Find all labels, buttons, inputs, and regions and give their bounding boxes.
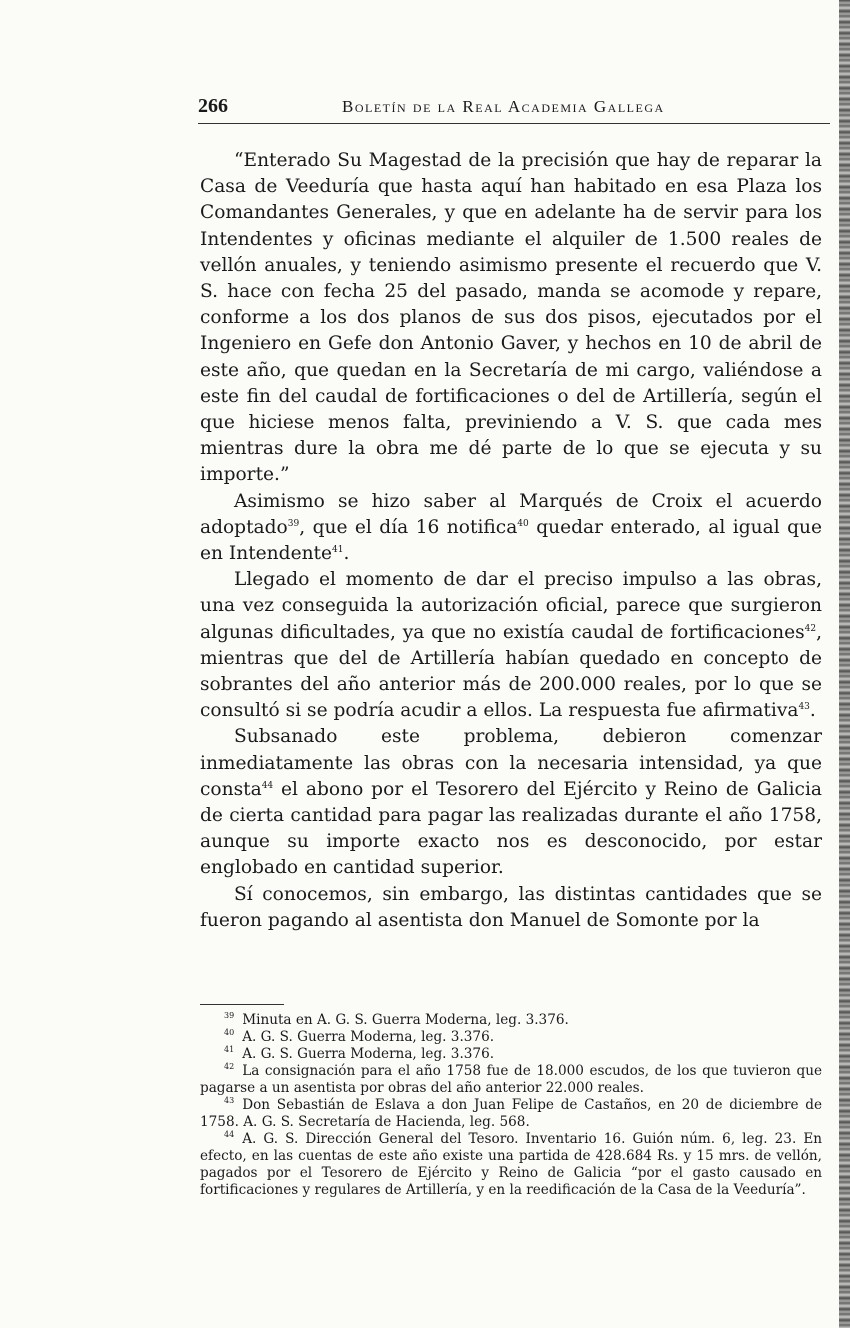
text-run: Subsanado este problema, debieron comenzar inmediatamente las obras con la necesaria intensidad, ya que consta <box>200 726 822 800</box>
footnote-number: 40 <box>224 1028 235 1038</box>
footnote-39 <box>200 1012 822 1029</box>
footnote-40 <box>200 1029 822 1046</box>
body-text <box>200 148 822 934</box>
footnote-text: A. G. S. Dirección General del Tesoro. Inventario 16. Guión núm. 6, leg. 23. En efecto, en las cuentas de este año existe una partida de 428.684 Rs. y 15 mrs. de vellón, pagados por el Tesorero de Ejército y Reino de Galicia “por el gasto causado en fortificaciones y regulares de Artillería, y en la reedificación de la Casa de la Veeduría”. <box>200 1131 822 1198</box>
paragraph-croix <box>200 489 822 568</box>
text-run: , que el día 16 notifica <box>299 516 518 538</box>
footnote-ref-43[interactable]: 43 <box>798 702 810 713</box>
footnote-text: A. G. S. Guerra Moderna, leg. 3.376. <box>242 1029 495 1045</box>
paragraph-quote: “Enterado Su Magestad de la precisión que hay de reparar la Casa de Veeduría que hasta aquí han habitado en esa Plaza los Comandantes Generales, y que en adelante ha de servir para los Intendentes y oficinas mediante el alquiler de 1.500 reales de vellón anuales, y teniendo asimismo presente el recuerdo que V. S. hace con fecha 25 del pasado, manda se acomode y repare, conforme a los dos planos de sus dos pisos, ejecutados por el Ingeniero en Gefe don Antonio Gaver, y hechos en 10 de abril de este año, que quedan en la Secretaría de mi cargo, valiéndose a este fin del caudal de fortificaciones o del de Artillería, según el que hiciese menos falta, previniendo a V. S. que cada mes mientras dure la obra me dé parte de lo que se ejecuta y su importe.” <box>200 150 822 486</box>
scan-edge-shadow <box>839 0 850 1328</box>
paragraph-impulso <box>200 567 822 724</box>
text-run: . <box>809 700 816 722</box>
footnote-number: 42 <box>224 1062 235 1072</box>
running-title: Boletín de la Real Academia Gallega <box>342 97 665 116</box>
footnote-ref-39[interactable]: 39 <box>287 518 300 529</box>
page-header <box>198 93 830 124</box>
paragraph-subsanado <box>200 724 822 881</box>
footnotes <box>200 1012 822 1199</box>
footnote-text: La consignación para el año 1758 fue de 18.000 escudos, de los que tuvieron que pagarse a un asentista por obras del año anterior 22.000 reales. <box>200 1063 822 1096</box>
text-run: el abono por el Tesorero del Ejército y Reino de Galicia de cierta cantidad para pagar las realizadas durante el año 1758, aunque su importe exacto nos es desconocido, por estar englobado en cantidad superior. <box>200 778 822 879</box>
text-run: Asimismo se hizo saber al Marqués de Croix el acuerdo adoptado <box>200 490 822 538</box>
footnote-number: 43 <box>224 1096 235 1106</box>
footnote-ref-41[interactable]: 41 <box>332 544 344 555</box>
paragraph-somonte: Sí conocemos, sin embargo, las distintas cantidades que se fueron pagando al asentista don Manuel de Somonte por la <box>200 883 822 931</box>
footnote-number: 44 <box>224 1130 235 1140</box>
footnote-44 <box>200 1131 822 1199</box>
footnote-number: 41 <box>224 1045 235 1055</box>
footnote-number: 39 <box>224 1011 235 1021</box>
text-run: , mientras que del de Artillería habían quedado en concepto de sobrantes del año anterior más de 200.000 reales, por lo que se consultó si se podría acudir a ellos. La respuesta fue afirmativa <box>200 621 822 722</box>
footnote-43 <box>200 1097 822 1131</box>
footnote-ref-44[interactable]: 44 <box>261 780 274 791</box>
footnote-text: Don Sebastián de Eslava a don Juan Felipe de Castaños, en 20 de diciembre de 1758. A. G. S. Secretaría de Hacienda, leg. 568. <box>200 1097 822 1130</box>
footnote-41 <box>200 1046 822 1063</box>
footnote-ref-40[interactable]: 40 <box>517 518 529 529</box>
text-run: Llegado el momento de dar el preciso impulso a las obras, una vez conseguida la autorización oficial, parece que surgieron algunas dificultades, ya que no existía caudal de fortificaciones <box>200 569 822 643</box>
footnote-text: Minuta en A. G. S. Guerra Moderna, leg. 3.376. <box>242 1012 569 1028</box>
page-number: 266 <box>198 95 228 117</box>
footnote-text: A. G. S. Guerra Moderna, leg. 3.376. <box>242 1046 495 1062</box>
text-run: quedar enterado, al igual que en Intendente <box>200 516 822 565</box>
footnote-42 <box>200 1063 822 1097</box>
footnote-ref-42[interactable]: 42 <box>804 623 817 634</box>
footnote-separator <box>200 1004 284 1005</box>
text-run: . <box>343 543 350 565</box>
